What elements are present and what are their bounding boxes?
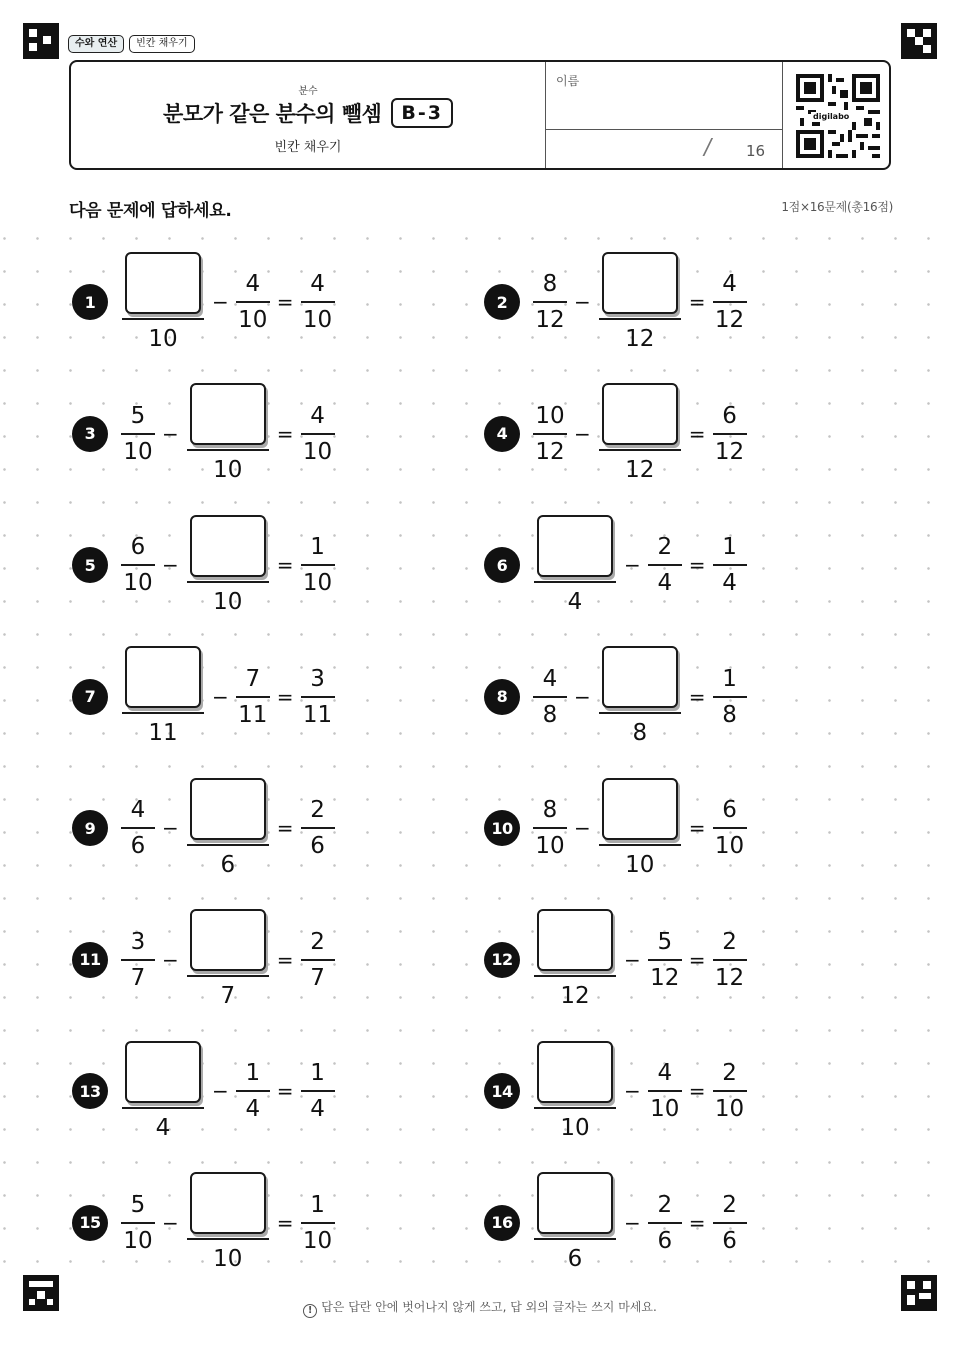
denominator: 10 bbox=[123, 1227, 153, 1254]
minus-sign: − bbox=[212, 1079, 229, 1103]
denominator: 10 bbox=[302, 1227, 333, 1254]
numerator: 5 bbox=[130, 1191, 146, 1218]
problem-number-badge: 13 bbox=[72, 1073, 108, 1109]
denominator: 6 bbox=[220, 851, 236, 878]
problem-1 bbox=[72, 252, 338, 352]
denominator: 10 bbox=[650, 1096, 680, 1122]
denominator: 10 bbox=[535, 833, 565, 859]
problem-number-badge: 10 bbox=[484, 810, 520, 846]
denominator: 11 bbox=[238, 701, 268, 728]
answer-box[interactable] bbox=[537, 1041, 613, 1103]
numerator: 5 bbox=[657, 928, 673, 955]
score-total: 16 bbox=[746, 142, 766, 160]
answer-box[interactable] bbox=[190, 778, 266, 840]
denominator: 7 bbox=[130, 964, 146, 991]
denominator: 10 bbox=[302, 307, 333, 333]
equals-sign: = bbox=[276, 1079, 294, 1103]
denominator: 12 bbox=[560, 983, 590, 1009]
denominator: 12 bbox=[650, 964, 680, 991]
title-area bbox=[71, 62, 545, 168]
numerator: 1 bbox=[310, 1060, 325, 1086]
tag-category: 수와 연산 bbox=[68, 35, 124, 53]
fraction-bar bbox=[187, 1238, 269, 1240]
fraction bbox=[301, 402, 335, 466]
problem-number-badge: 9 bbox=[72, 810, 108, 846]
denominator: 6 bbox=[567, 1246, 583, 1272]
fraction bbox=[713, 402, 747, 466]
answer-box[interactable] bbox=[537, 515, 613, 577]
minus-sign: − bbox=[162, 1210, 179, 1235]
equals-sign: = bbox=[688, 290, 706, 314]
minus-sign: − bbox=[162, 553, 179, 577]
numerator: 8 bbox=[542, 271, 558, 297]
fraction bbox=[121, 533, 155, 597]
fraction bbox=[533, 402, 567, 466]
minus-sign: − bbox=[624, 553, 641, 577]
denominator: 12 bbox=[625, 457, 655, 483]
fraction-bar bbox=[648, 959, 682, 961]
points-info: 1점×16문제(총16점) bbox=[781, 200, 893, 214]
minus-sign: − bbox=[574, 684, 591, 709]
answer-fraction bbox=[121, 1041, 205, 1142]
equals-sign: = bbox=[688, 1210, 706, 1235]
fraction bbox=[236, 1059, 270, 1123]
answer-box[interactable] bbox=[602, 252, 678, 314]
numerator: 2 bbox=[722, 928, 737, 955]
fraction bbox=[121, 796, 155, 860]
equals-sign: = bbox=[688, 1079, 706, 1103]
fraction bbox=[533, 665, 567, 729]
answer-box[interactable] bbox=[602, 646, 678, 708]
answer-fraction bbox=[598, 778, 682, 879]
fraction-bar bbox=[713, 433, 747, 435]
denominator: 4 bbox=[722, 570, 737, 596]
fraction-bar bbox=[599, 318, 681, 320]
fraction-bar bbox=[713, 1090, 747, 1092]
fraction-bar bbox=[534, 1107, 616, 1109]
denominator: 10 bbox=[625, 851, 655, 878]
numerator: 4 bbox=[245, 271, 261, 297]
fraction-bar bbox=[533, 696, 567, 698]
numerator: 2 bbox=[310, 797, 325, 823]
fraction-bar bbox=[648, 564, 682, 566]
problem-4 bbox=[484, 384, 750, 484]
minus-sign: − bbox=[212, 684, 229, 709]
denominator: 10 bbox=[560, 1114, 590, 1141]
fraction bbox=[301, 270, 335, 334]
fraction-bar bbox=[121, 959, 155, 961]
fraction-bar bbox=[648, 1090, 682, 1092]
fraction-bar bbox=[236, 696, 270, 698]
fraction-bar bbox=[121, 433, 155, 435]
denominator: 10 bbox=[302, 570, 333, 596]
fraction-bar bbox=[534, 975, 616, 977]
denominator: 10 bbox=[714, 1096, 745, 1122]
denominator: 6 bbox=[722, 1227, 737, 1254]
fraction-bar bbox=[713, 1222, 747, 1224]
denominator: 12 bbox=[535, 438, 565, 465]
qr-area bbox=[782, 62, 889, 168]
name-score-area[interactable] bbox=[545, 62, 782, 168]
equals-sign: = bbox=[276, 684, 294, 709]
denominator: 12 bbox=[714, 964, 745, 991]
fraction bbox=[648, 1059, 682, 1123]
fraction-bar bbox=[301, 301, 335, 303]
denominator: 10 bbox=[213, 588, 243, 615]
minus-sign: − bbox=[574, 290, 591, 314]
denominator: 10 bbox=[714, 833, 745, 859]
problem-number-badge: 12 bbox=[484, 942, 520, 978]
numerator: 4 bbox=[310, 402, 325, 429]
fraction bbox=[648, 928, 682, 992]
problem-number-badge: 5 bbox=[72, 547, 108, 583]
minus-sign: − bbox=[162, 421, 179, 446]
answer-fraction bbox=[186, 778, 270, 879]
answer-fraction bbox=[533, 909, 617, 1010]
minus-sign: − bbox=[162, 816, 179, 840]
numerator: 1 bbox=[310, 534, 325, 560]
fraction-bar bbox=[533, 433, 567, 435]
fraction-bar bbox=[534, 1238, 616, 1240]
answer-box[interactable] bbox=[602, 778, 678, 840]
fraction bbox=[121, 928, 155, 992]
denominator: 10 bbox=[213, 1246, 243, 1272]
problem-number-badge: 11 bbox=[72, 942, 108, 978]
denominator: 10 bbox=[123, 438, 153, 465]
level-code-badge: B-3 bbox=[391, 98, 453, 128]
problem-number-badge: 8 bbox=[484, 679, 520, 715]
numerator: 4 bbox=[722, 271, 737, 297]
minus-sign: − bbox=[162, 947, 179, 972]
numerator: 2 bbox=[722, 1191, 737, 1218]
fraction-bar bbox=[301, 959, 335, 961]
name-divider bbox=[546, 129, 783, 130]
equals-sign: = bbox=[276, 553, 294, 577]
problem-number-badge: 4 bbox=[484, 416, 520, 452]
page-title: 분모가 같은 분수의 뺄셈 bbox=[163, 102, 382, 126]
fraction-bar bbox=[187, 844, 269, 846]
fraction bbox=[648, 1191, 682, 1255]
fraction bbox=[648, 533, 682, 597]
fraction-bar bbox=[122, 1107, 204, 1109]
fraction-bar bbox=[122, 712, 204, 714]
numerator: 8 bbox=[542, 797, 558, 823]
denominator: 12 bbox=[535, 307, 565, 333]
answer-fraction bbox=[533, 1172, 617, 1273]
equals-sign: = bbox=[276, 421, 294, 446]
fraction-bar bbox=[122, 318, 204, 320]
fraction-bar bbox=[301, 564, 335, 566]
problem-7 bbox=[72, 647, 338, 747]
fraction-bar bbox=[236, 301, 270, 303]
problem-11 bbox=[72, 910, 338, 1010]
denominator: 6 bbox=[130, 833, 146, 859]
problem-number-badge: 3 bbox=[72, 416, 108, 452]
answer-box[interactable] bbox=[190, 1172, 266, 1234]
title-row bbox=[71, 98, 545, 128]
footer-note bbox=[0, 1298, 960, 1318]
answer-fraction bbox=[121, 646, 205, 747]
minus-sign: − bbox=[574, 421, 591, 446]
answer-fraction bbox=[598, 383, 682, 484]
problem-13 bbox=[72, 1041, 338, 1141]
problem-12 bbox=[484, 910, 750, 1010]
fraction-bar bbox=[599, 712, 681, 714]
problem-number-badge: 1 bbox=[72, 284, 108, 320]
fraction bbox=[713, 928, 747, 992]
problem-number-badge: 2 bbox=[484, 284, 520, 320]
fraction bbox=[301, 1191, 335, 1255]
denominator: 6 bbox=[310, 833, 325, 859]
fraction bbox=[121, 1191, 155, 1255]
numerator: 1 bbox=[722, 665, 737, 692]
unit-label: 분수 bbox=[298, 86, 318, 97]
answer-fraction bbox=[186, 515, 270, 616]
equals-sign: = bbox=[688, 816, 706, 840]
numerator: 4 bbox=[542, 665, 558, 692]
numerator: 1 bbox=[722, 534, 737, 560]
fraction-bar bbox=[648, 1222, 682, 1224]
fraction bbox=[301, 1059, 335, 1123]
fraction bbox=[713, 1191, 747, 1255]
equals-sign: = bbox=[276, 1210, 294, 1235]
fraction bbox=[533, 796, 567, 860]
answer-box[interactable] bbox=[190, 383, 266, 445]
problem-15 bbox=[72, 1173, 338, 1273]
qr-brand-label: digilabo bbox=[813, 112, 850, 121]
fraction-bar bbox=[599, 449, 681, 451]
fraction-bar bbox=[187, 581, 269, 583]
numerator: 6 bbox=[722, 797, 737, 823]
denominator: 8 bbox=[542, 701, 558, 728]
problem-number-badge: 6 bbox=[484, 547, 520, 583]
fraction-bar bbox=[121, 1222, 155, 1224]
numerator: 2 bbox=[310, 928, 325, 955]
problem-3 bbox=[72, 384, 338, 484]
fraction bbox=[713, 1059, 747, 1123]
denominator: 4 bbox=[657, 570, 673, 596]
problem-number-badge: 16 bbox=[484, 1205, 520, 1241]
equals-sign: = bbox=[688, 553, 706, 577]
tag-type: 빈칸 채우기 bbox=[129, 35, 194, 53]
problem-6 bbox=[484, 515, 750, 615]
fraction bbox=[713, 665, 747, 729]
denominator: 4 bbox=[567, 588, 583, 615]
denominator: 10 bbox=[302, 438, 333, 465]
fraction-bar bbox=[533, 301, 567, 303]
fraction-bar bbox=[713, 827, 747, 829]
fraction bbox=[301, 665, 335, 729]
equals-sign: = bbox=[276, 290, 294, 314]
answer-box[interactable] bbox=[125, 646, 201, 708]
answer-fraction bbox=[186, 383, 270, 484]
fraction-bar bbox=[713, 564, 747, 566]
problem-2 bbox=[484, 252, 750, 352]
fraction-bar bbox=[301, 433, 335, 435]
footer-text: 답은 답란 안에 벗어나지 않게 쓰고, 답 외의 글자는 쓰지 마세요. bbox=[321, 1300, 657, 1314]
problem-8 bbox=[484, 647, 750, 747]
denominator: 7 bbox=[310, 964, 325, 991]
answer-box[interactable] bbox=[537, 909, 613, 971]
numerator: 6 bbox=[722, 402, 737, 429]
answer-box[interactable] bbox=[190, 909, 266, 971]
denominator: 12 bbox=[714, 438, 745, 465]
fraction-bar bbox=[713, 696, 747, 698]
category-tags bbox=[68, 35, 195, 53]
answer-box[interactable] bbox=[537, 1172, 613, 1234]
answer-fraction bbox=[533, 1041, 617, 1142]
denominator: 4 bbox=[310, 1096, 325, 1122]
worksheet-header bbox=[69, 60, 891, 170]
denominator: 11 bbox=[148, 720, 178, 746]
fraction-bar bbox=[713, 959, 747, 961]
answer-box[interactable] bbox=[125, 1041, 201, 1103]
fraction-bar bbox=[599, 844, 681, 846]
numerator: 4 bbox=[130, 797, 146, 823]
equals-sign: = bbox=[688, 684, 706, 709]
registration-marker-top-left bbox=[23, 23, 59, 59]
fraction bbox=[713, 270, 747, 334]
answer-fraction bbox=[533, 515, 617, 616]
equals-sign: = bbox=[688, 947, 706, 972]
fraction-bar bbox=[301, 696, 335, 698]
minus-sign: − bbox=[212, 290, 229, 314]
answer-fraction bbox=[186, 909, 270, 1010]
denominator: 12 bbox=[625, 325, 655, 352]
problem-number-badge: 15 bbox=[72, 1205, 108, 1241]
problem-number-badge: 7 bbox=[72, 679, 108, 715]
minus-sign: − bbox=[574, 816, 591, 840]
fraction-bar bbox=[301, 1090, 335, 1092]
denominator: 8 bbox=[722, 701, 737, 728]
problem-9 bbox=[72, 778, 338, 878]
numerator: 1 bbox=[245, 1060, 261, 1086]
fraction-bar bbox=[713, 301, 747, 303]
fraction-bar bbox=[534, 581, 616, 583]
fraction bbox=[301, 796, 335, 860]
answer-fraction bbox=[121, 252, 205, 353]
numerator: 6 bbox=[130, 534, 146, 560]
fraction bbox=[301, 533, 335, 597]
fraction-bar bbox=[187, 975, 269, 977]
denominator: 11 bbox=[302, 701, 333, 728]
numerator: 5 bbox=[130, 402, 146, 429]
denominator: 12 bbox=[714, 307, 745, 333]
fraction-bar bbox=[187, 449, 269, 451]
name-label: 이름 bbox=[556, 74, 580, 88]
problem-10 bbox=[484, 778, 750, 878]
minus-sign: − bbox=[624, 1210, 641, 1235]
numerator: 3 bbox=[310, 665, 325, 692]
fraction-bar bbox=[121, 827, 155, 829]
numerator: 2 bbox=[657, 1191, 673, 1218]
problem-5 bbox=[72, 515, 338, 615]
fraction bbox=[236, 665, 270, 729]
fraction-bar bbox=[301, 827, 335, 829]
numerator: 3 bbox=[130, 928, 146, 955]
minus-sign: − bbox=[624, 1079, 641, 1103]
answer-fraction bbox=[186, 1172, 270, 1273]
denominator: 6 bbox=[657, 1227, 673, 1254]
denominator: 10 bbox=[148, 325, 178, 352]
numerator: 4 bbox=[310, 271, 325, 297]
numerator: 4 bbox=[657, 1060, 673, 1086]
numerator: 2 bbox=[657, 534, 673, 560]
answer-fraction bbox=[598, 646, 682, 747]
denominator: 4 bbox=[245, 1096, 261, 1122]
equals-sign: = bbox=[276, 947, 294, 972]
equals-sign: = bbox=[688, 421, 706, 446]
warning-icon: ! bbox=[303, 1304, 317, 1318]
registration-marker-top-right bbox=[901, 23, 937, 59]
denominator: 7 bbox=[220, 983, 236, 1009]
problem-number-badge: 14 bbox=[484, 1073, 520, 1109]
denominator: 8 bbox=[632, 720, 648, 746]
problem-14 bbox=[484, 1041, 750, 1141]
answer-fraction bbox=[598, 252, 682, 353]
equals-sign: = bbox=[276, 816, 294, 840]
fraction bbox=[301, 928, 335, 992]
answer-box[interactable] bbox=[190, 515, 266, 577]
score-slash: / bbox=[701, 135, 714, 160]
denominator: 10 bbox=[213, 457, 243, 483]
instruction-text: 다음 문제에 답하세요. bbox=[69, 201, 232, 221]
fraction-bar bbox=[236, 1090, 270, 1092]
fraction bbox=[533, 270, 567, 334]
denominator: 4 bbox=[155, 1114, 171, 1141]
fraction bbox=[236, 270, 270, 334]
fraction-bar bbox=[301, 1222, 335, 1224]
numerator: 10 bbox=[535, 402, 565, 429]
problem-16 bbox=[484, 1173, 750, 1273]
answer-box[interactable] bbox=[602, 383, 678, 445]
minus-sign: − bbox=[624, 947, 641, 972]
denominator: 10 bbox=[123, 570, 153, 596]
fraction-bar bbox=[121, 564, 155, 566]
fraction bbox=[713, 796, 747, 860]
denominator: 10 bbox=[238, 307, 268, 333]
fraction bbox=[121, 402, 155, 466]
fraction-bar bbox=[533, 827, 567, 829]
numerator: 1 bbox=[310, 1191, 325, 1218]
numerator: 7 bbox=[245, 665, 261, 692]
fraction bbox=[713, 533, 747, 597]
page-subtitle: 빈칸 채우기 bbox=[274, 140, 342, 155]
answer-box[interactable] bbox=[125, 252, 201, 314]
numerator: 2 bbox=[722, 1060, 737, 1086]
